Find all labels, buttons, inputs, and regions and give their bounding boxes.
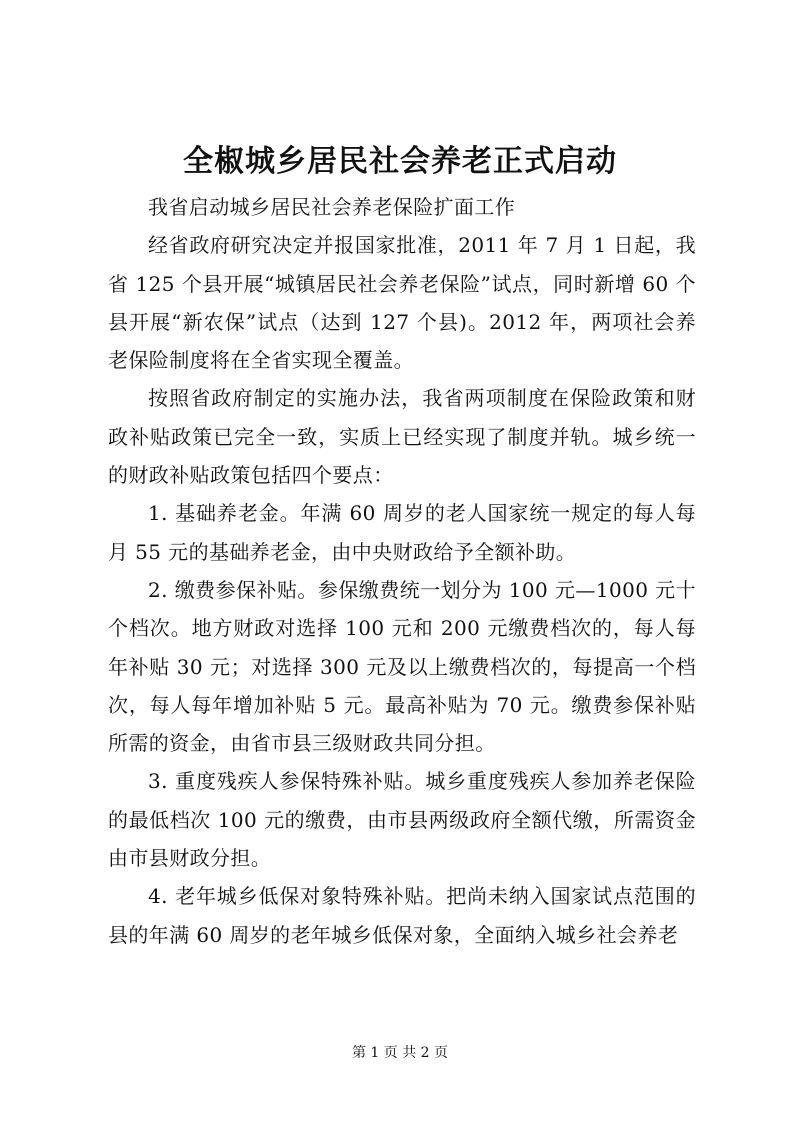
paragraph-policy-summary: 按照省政府制定的实施办法，我省两项制度在保险政策和财政补贴政策已完全一致，实质上已经实现了制度并轨。城乡统一的财政补贴政策包括四个要点： bbox=[108, 386, 696, 488]
document-body bbox=[108, 188, 696, 954]
paragraph-intro: 经省政府研究决定并报国家批准，2011 年 7 月 1 日起，我省 125 个县开展“城镇居民社会养老保险”试点，同时新增 60 个县开展“新农保”试点（达到 127 个县)。2012 年，两项社会养老保险制度将在全省实现全覆盖。 bbox=[108, 233, 696, 373]
page-number: 第 1 页 共 2 页 bbox=[351, 1045, 449, 1061]
paragraph-point-1: 1. 基础养老金。年满 60 周岁的老人国家统一规定的每人每月 55 元的基础养老金，由中央财政给予全额补助。 bbox=[108, 501, 696, 564]
paragraph-subtitle: 我省启动城乡居民社会养老保险扩面工作 bbox=[148, 195, 516, 219]
page-title: 全椒城乡居民社会养老正式启动 bbox=[183, 144, 617, 179]
paragraph-point-4: 4. 老年城乡低保对象特殊补贴。把尚未纳入国家试点范围的县的年满 60 周岁的老年城乡低保对象，全面纳入城乡社会养老 bbox=[108, 884, 696, 947]
paragraph-point-3: 3. 重度残疾人参保特殊补贴。城乡重度残疾人参加养老保险的最低档次 100 元的缴费，由市县两级政府全额代缴，所需资金由市县财政分担。 bbox=[108, 769, 696, 871]
paragraph-point-2: 2. 缴费参保补贴。参保缴费统一划分为 100 元—1000 元十个档次。地方财政对选择 100 元和 200 元缴费档次的，每人每年补贴 30 元；对选择 300 元及以上缴费档次的，每提高一个档次，每人每年增加补贴 5 元。最高补贴为 70 元。缴费参保补贴所需的资金，由省市县三级财政共同分担。 bbox=[108, 577, 696, 756]
